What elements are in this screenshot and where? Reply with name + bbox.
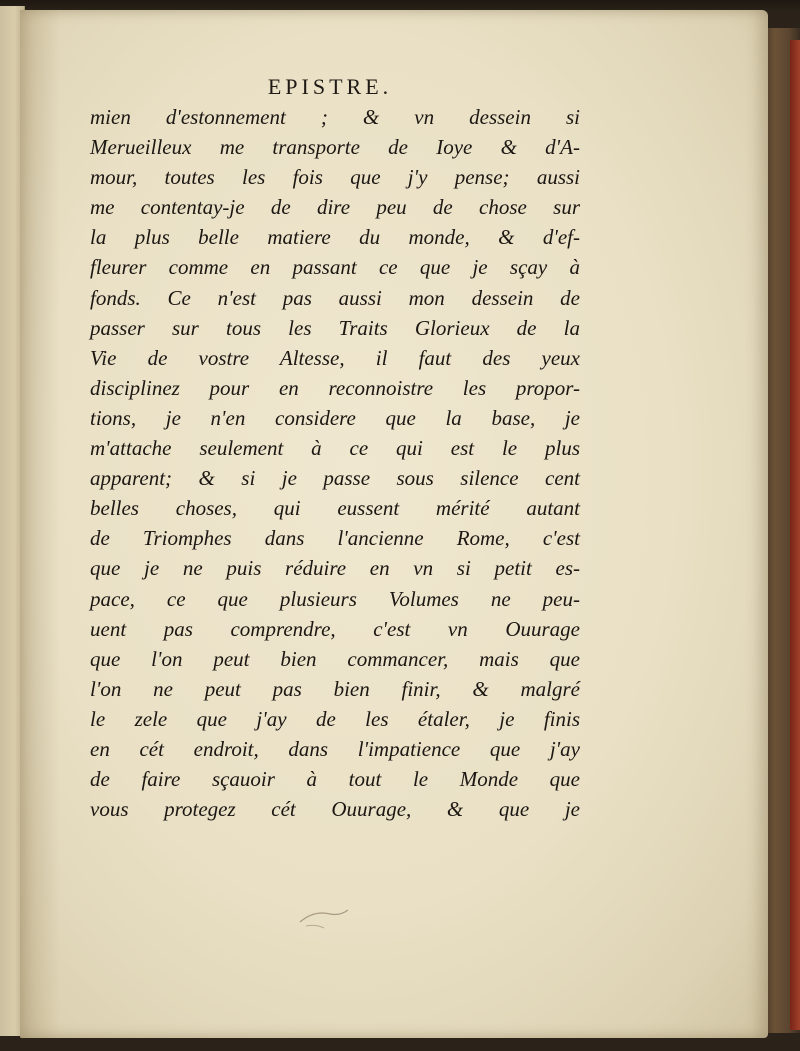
text-line: en cét endroit, dans l'impatience que j'ay (90, 736, 580, 761)
text-line: belles choses, qui eussent mérité autant (90, 496, 580, 521)
text-line: que l'on peut bien commancer, mais que (90, 646, 580, 671)
book-page (20, 10, 768, 1038)
text-line: vous protegez cét Ouurage, & que je (90, 797, 580, 822)
text-line: de Triomphes dans l'ancienne Rome, c'est (90, 526, 580, 551)
text-line: la plus belle matiere du monde, & d'ef- (90, 225, 580, 250)
text-line: m'attache seulement à ce qui est le plus (90, 436, 580, 461)
body-text (90, 102, 580, 824)
text-line: mour, toutes les fois que j'y pense; aussi (90, 165, 580, 190)
text-line: Vie de vostre Altesse, il faut des yeux (90, 345, 580, 370)
running-head: EPISTRE. (267, 74, 393, 99)
text-line: me contentay-je de dire peu de chose sur (90, 195, 580, 220)
text-line: apparent; & si je passe sous silence cent (90, 466, 580, 491)
text-line: de faire sçauoir à tout le Monde que (90, 767, 580, 792)
text-line: tions, je n'en considere que la base, je (90, 405, 580, 430)
text-line: passer sur tous les Traits Glorieux de la (90, 315, 580, 340)
gutter-shadow (20, 10, 60, 1038)
text-line: disciplinez pour en reconnoistre les propor- (90, 375, 580, 400)
binding-edge (790, 40, 800, 1030)
paper-mark-flourish (296, 902, 356, 932)
text-line: mien d'estonnement ; & vn dessein si (90, 105, 580, 129)
text-line: le zele que j'ay de les étaler, je finis (90, 706, 580, 731)
text-line: uent pas comprendre, c'est vn Ouurage (90, 616, 580, 641)
text-line: que je ne puis réduire en vn si petit es- (90, 556, 580, 581)
text-line: l'on ne peut pas bien finir, & malgré (90, 676, 580, 701)
text-line: fleurer comme en passant ce que je sçay à (90, 255, 580, 280)
text-line: fonds. Ce n'est pas aussi mon dessein de (90, 285, 580, 310)
text-line: pace, ce que plusieurs Volumes ne peu- (90, 586, 580, 611)
text-line: Merueilleux me transporte de Ioye & d'A- (90, 135, 580, 160)
